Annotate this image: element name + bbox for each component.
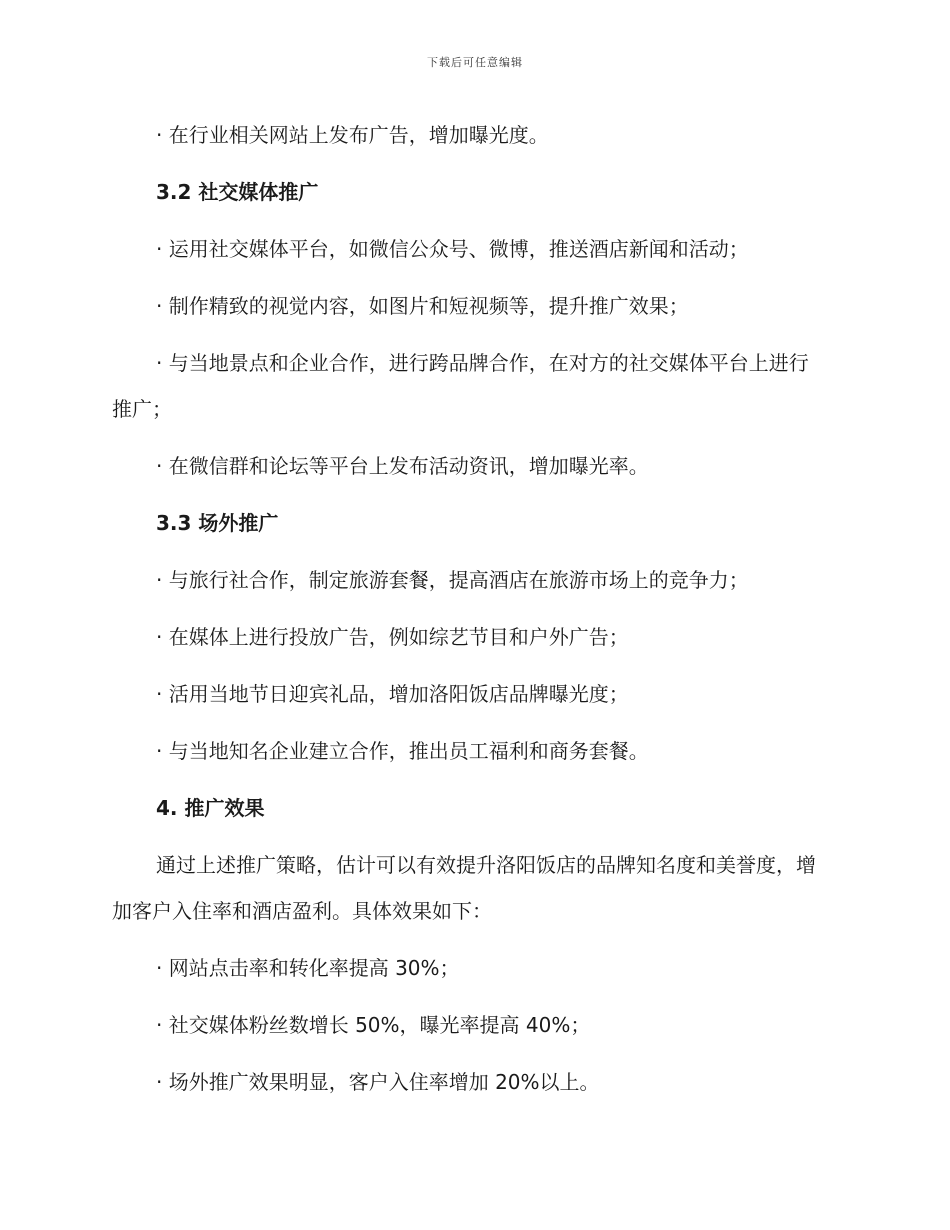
bullet-item: · 与当地景点和企业合作，进行跨品牌合作，在对方的社交媒体平台上进行推广； xyxy=(112,351,809,421)
page-header-note: 下载后可任意编辑 xyxy=(427,56,523,69)
bullet-item: · 场外推广效果明显，客户入住率增加 20%以上。 xyxy=(156,1070,600,1094)
bullet-item: · 社交媒体粉丝数增长 50%，曝光率提高 40%； xyxy=(156,1013,591,1037)
bullet-item: · 在媒体上进行投放广告，例如综艺节目和户外广告； xyxy=(156,625,629,649)
section-heading: 3.2 社交媒体推广 xyxy=(156,180,319,204)
bullet-item: · 在微信群和论坛等平台上发布活动资讯，增加曝光率。 xyxy=(156,454,649,478)
bullet-item: · 制作精致的视觉内容，如图片和短视频等，提升推广效果； xyxy=(156,294,689,318)
body-paragraph: 通过上述推广策略，估计可以有效提升洛阳饭店的品牌知名度和美誉度，增加客户入住率和酒店盈利。具体效果如下： xyxy=(112,853,816,923)
bullet-item: · 在行业相关网站上发布广告，增加曝光度。 xyxy=(156,123,549,147)
section-heading: 4. 推广效果 xyxy=(156,796,265,820)
bullet-item: · 网站点击率和转化率提高 30%； xyxy=(156,956,460,980)
bullet-item: · 运用社交媒体平台，如微信公众号、微博，推送酒店新闻和活动； xyxy=(156,237,749,261)
section-heading: 3.3 场外推广 xyxy=(156,511,279,535)
bullet-item: · 与当地知名企业建立合作，推出员工福利和商务套餐。 xyxy=(156,739,649,763)
bullet-item: · 与旅行社合作，制定旅游套餐，提高酒店在旅游市场上的竞争力； xyxy=(156,568,749,592)
bullet-item: · 活用当地节日迎宾礼品，增加洛阳饭店品牌曝光度； xyxy=(156,682,629,706)
document-body xyxy=(112,112,828,1116)
